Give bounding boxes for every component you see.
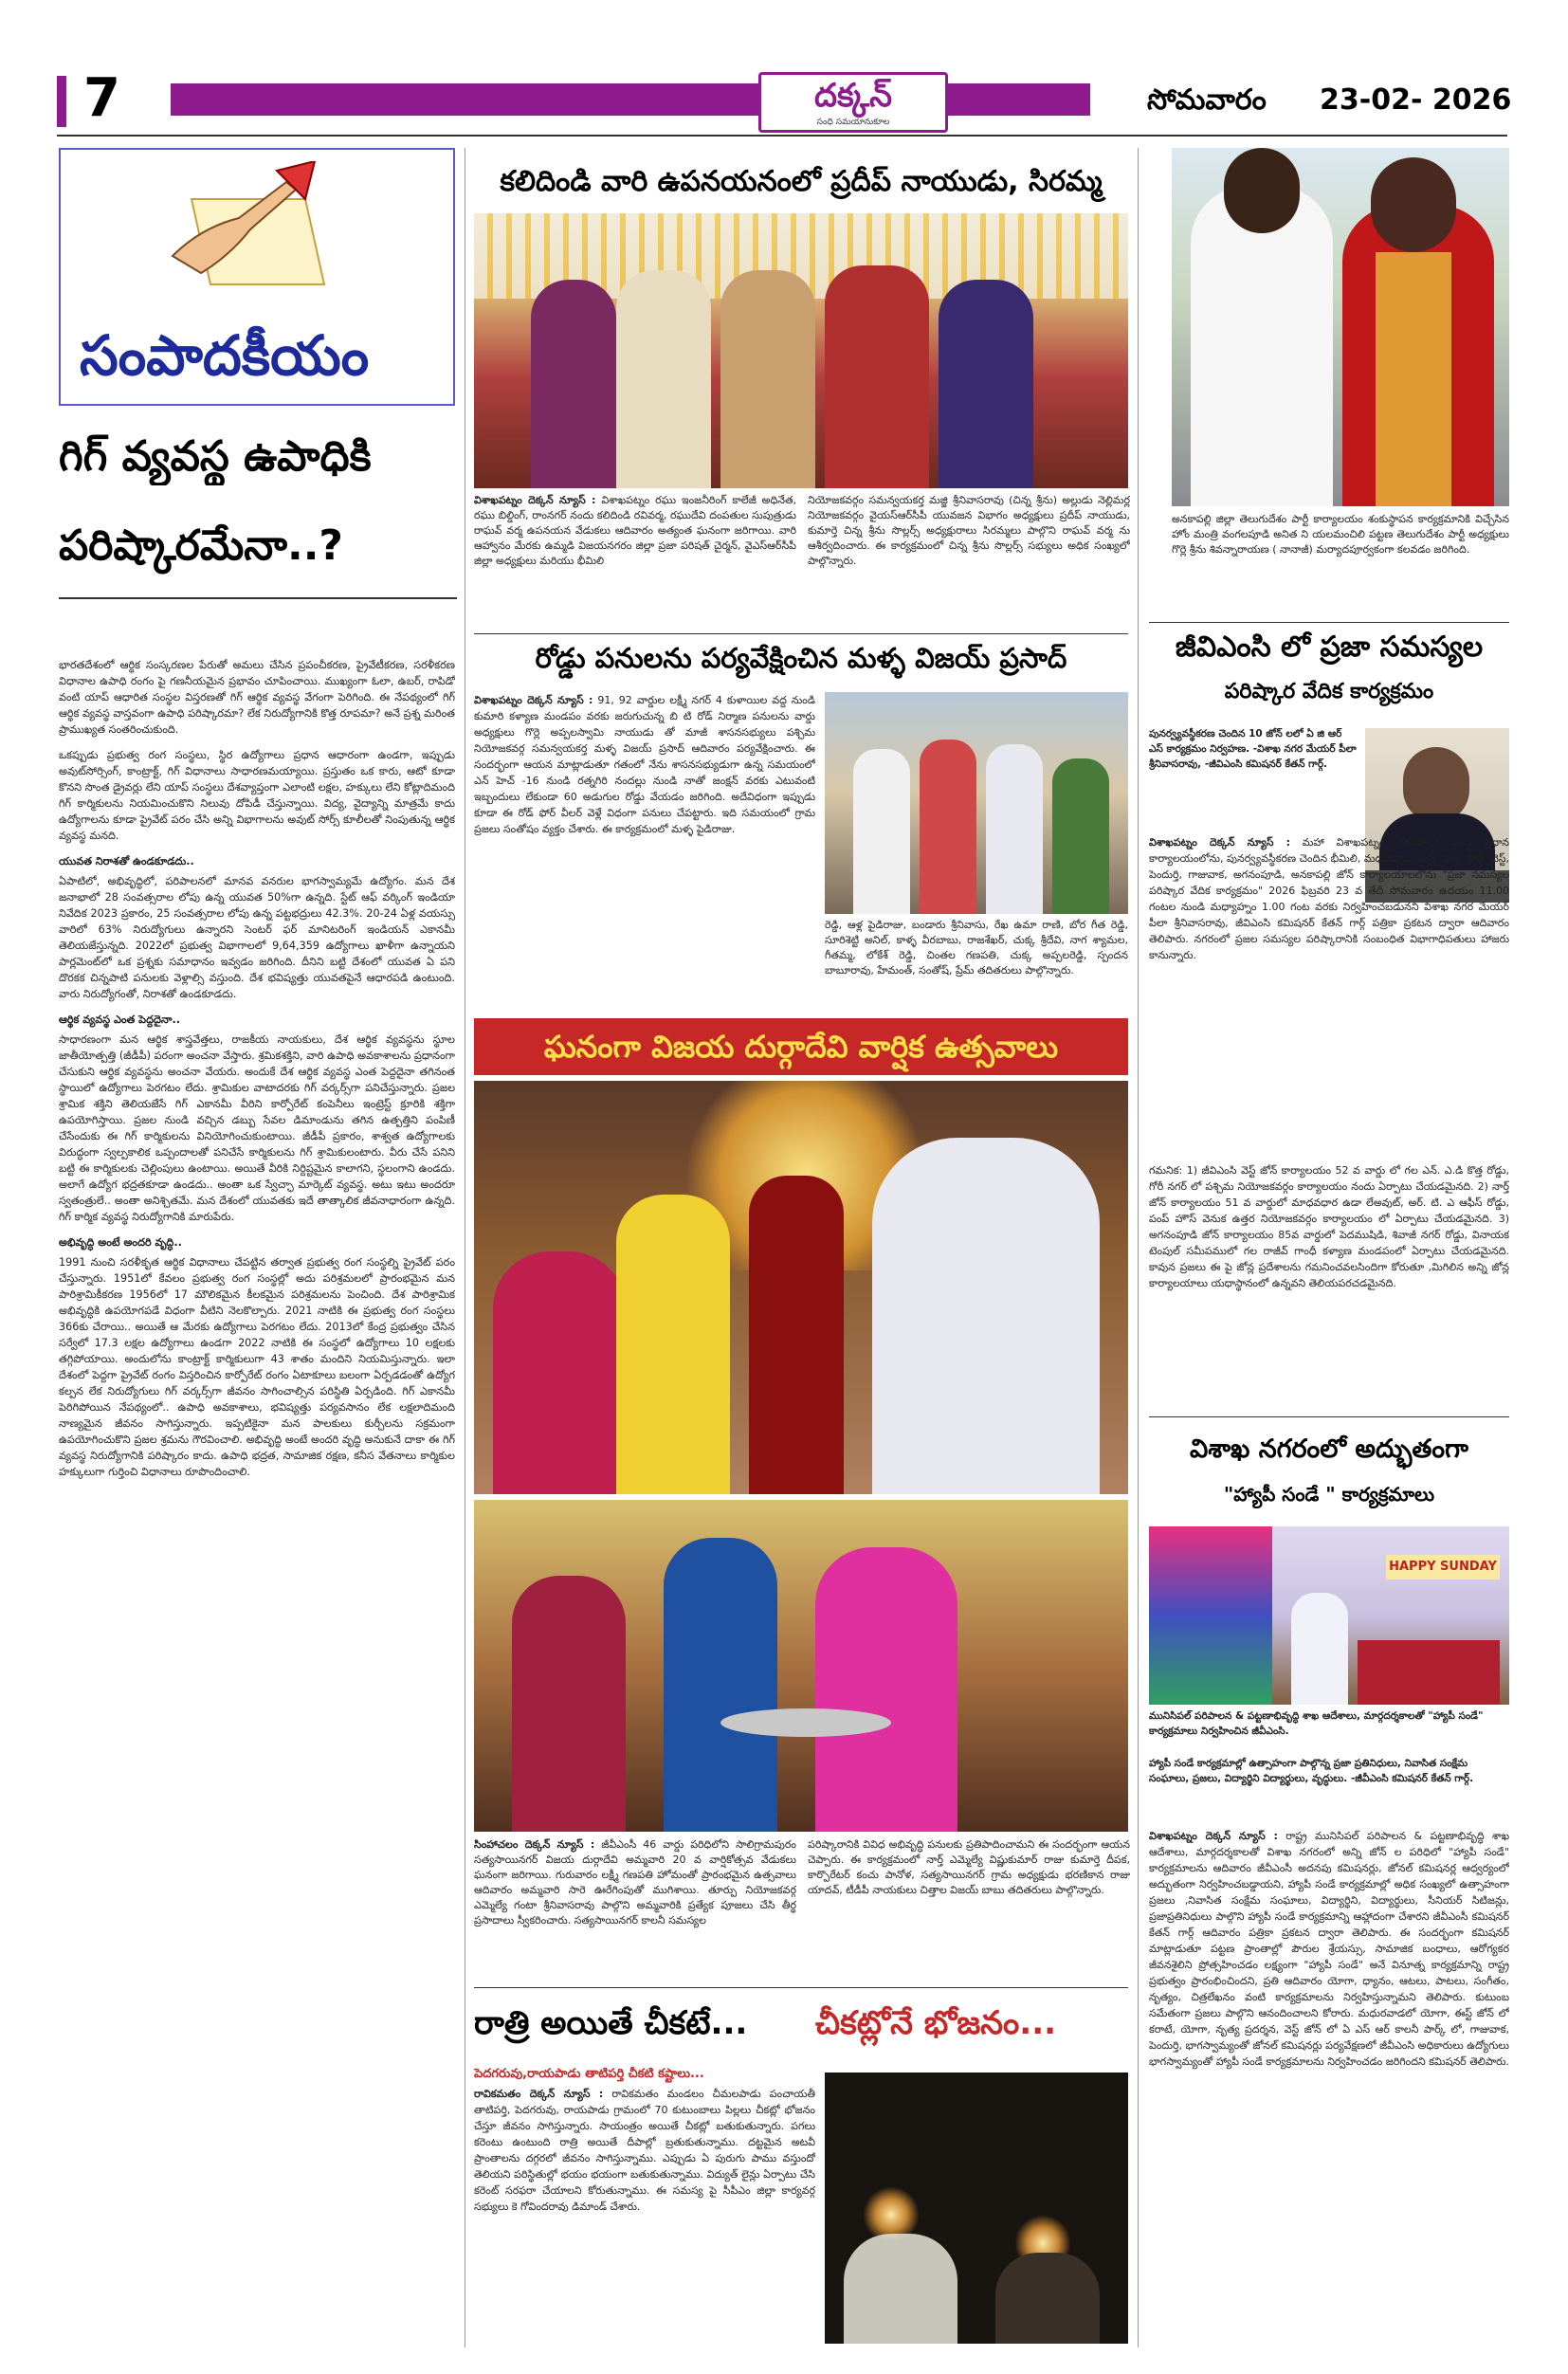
happy-sunday-banner: HAPPY SUNDAY [1386, 1555, 1500, 1580]
pen-hand-icon [163, 161, 343, 303]
editorial-para5: 1991 నుంచి సరళీకృత ఆర్థిక విధానాలు చేపట్టిన తర్వాత ప్రభుత్వ రంగ సంస్థల్ని ప్రైవేట్ పరం చేస్తున్నారు. 1951లో కేవలం ప్రభుత్వ రంగ సంస్థల్లో అదు పరిశ్రమలలో ప్రారంభమైన మన పారిశ్రామికీకరణ 1956లో 17 మౌలికమైన కీలకమైన పరిశ్రమలను పెంచింది. దేశ పారిశ్రామిక అభివృద్ధికి ఉపయోగపడే విధంగా వీటిని నెలకొల్పారు. 2021 నాటికి ఈ ప్రభుత్వ రంగ సంస్థలు 366కు చేరాయి.. అయితే ఆ మేరకు ఉద్యోగాలు పెరగటం లేదు. 2013లో కేంద్ర ప్రభుత్వం చేసిన సర్వేలో 17.3 లక్షల ఉద్యోగాలు ఉండగా 2022 నాటికి ఈ సంస్థలో ఉద్యోగాలు 10 లక్షలకు తగ్గిపోయాయి. అందులోను కాంట్రాక్ట్ కార్మికులుగా 43 శాతం మందిని నియమిస్తున్నారు. ఇలా దేశంలో పెద్దగా ప్రైవేట్ రంగం విస్తరించిన కార్పోరేట్ రంగం ఏటాకూలు బలంగా ఏర్పడడంతో ఉద్యోగ కల్పన లేక నిరుద్యోగులు గిగ్ వర్కర్స్‌గా జీవనం సాగించాల్సిన పరిస్థితి ఏర్పడింది. గిగ్ ఎకానమీ పెరిగిపోయిన నేపథ్యంలో.. ఉపాధి అవకాశాలు, భవిష్యత్తు పర్యవసానం లేక లక్షలాదిమంది నాణ్యమైన జీవనం సాగిస్తున్నారు. ఇప్పటికైనా మన పాలకులు కుర్చీలను సక్రమంగా ఉపయోగించుకొని ప్రజల శ్రమను గౌరవించాలి. అభివృద్ధి అంటే అందరి వృద్ధి అనుకునే దాకా ఈ గిగ్ వ్యవస్థ నిరుద్యోగానికి పరిష్కారం కాదు. ఉపాధి భద్రత, సామాజిక రక్షణ, కనీస వేతనాలు కార్మికుల హక్కులుగా గుర్తించి విధానాలు రూపొందించాలి. [59, 1256, 455, 1478]
happy-sunday-dateline: విశాఖపట్నం దెక్కన్ న్యూస్ : [1149, 1830, 1278, 1842]
column-divider-2 [1138, 148, 1139, 2347]
row-rule-3 [1149, 622, 1509, 623]
roads-photo [825, 692, 1128, 914]
happy-sunday-body: రాష్ట్ర మునిసిపల్ పరిపాలన & పట్టణాభివృద్ధి శాఖ ఆదేశాలు, మార్గదర్శకాలతో విశాఖ నగరంలో అన్ని జోన్ ల పరిధిలో "హ్యాపీ సండే" కార్యక్రమాలను ఆదివారం జీవీఎంసీ అదనపు కమిషనర్లు, జోనల్ కమిషనర్ల ఆధ్వర్యంలో అద్భుతంగా నిర్వహించబడ్డాయని, హ్యాపీ సండే కార్యక్రమాల్లో అధిక సంఖ్యలో ఉత్సాహంగా ప్రజలు ,నివాసిత సంక్షేమ సంఘాలు, విద్యార్థిని, విద్యార్థులు, సీనియర్ సిటిజన్లు, ప్రజాప్రతినిధులు పాల్గొని హ్యాపీ సండే కార్యక్రమాన్ని ఆహ్లాదంగా చేశారని జీవీఎంసీ కమిషనర్ కేతన్ గార్గ్ ఆదివారం పత్రికా ప్రకటన ద్వారా తెలిపారు. ఈ సందర్భంగా కమిషనర్ మాట్లాడుతూ పట్టణ ప్రాంతాల్లో పౌరుల శ్రేయస్సు, సామాజిక బంధాలు, ఆరోగ్యకర జీవనశైలిని ప్రోత్సహించడం లక్ష్యంగా "హ్యాపీ సండే" అనే వినూత్న కార్యక్రమాన్ని రాష్ట్ర ప్రభుత్వం ప్రారంభించిందని, ప్రతి ఆదివారం యోగా, ధ్యానం, ఆటలు, పాటలు, సంగీతం, నృత్యం, చిత్రలేఖనం వంటి కార్యక్రమాలను నిర్వహిస్తున్నామని తెలిపారు. కుటుంబ సమేతంగా ప్రజలు పాల్గొని ఆనందించాలని కోరారు. మధురవాడలో యోగా, ఈస్ట్ జోన్ లో కరాటే, యోగా, నృత్య ప్రదర్శన, వెస్ట్ జోన్ లో ఏ ఎస్ ఆర్ కాలనీ పార్క్ లో, గాజువాక, పెందుర్తి, భాగస్వామ్యంతో జోనల్ కమిషనర్లు పర్యవేక్షణలో జీవీఎంసి అధికారులు ఉద్యోగులు భాగస్వామ్యంతో హ్యాపీ సండే కార్యక్రమాలను నిర్వహించడం జరిగిందని కమిషనర్ తెలిపారు. [1149, 1830, 1509, 2068]
minister-photo [1172, 148, 1509, 506]
editorial-body [59, 657, 455, 2345]
durga-dateline: సింహాచలం దెక్కన్ న్యూస్ : [474, 1838, 595, 1851]
gvmc-dateline: విశాఖపట్నం దెక్కన్ న్యూస్ : [1149, 836, 1290, 849]
darkness-photo [825, 2073, 1128, 2344]
roads-dateline: విశాఖపట్నం దెక్కన్ న్యూస్ : [474, 694, 593, 706]
durga-text [474, 1837, 796, 1980]
durga-headline-band [474, 1018, 1128, 1075]
editorial-sub1: యువత నిరాశతో ఉండకూడదు.. [59, 855, 194, 867]
row-rule-1 [474, 633, 1128, 634]
happy-sunday-bullet-1: మునిసిపల్ పరిపాలన & పట్టణాభివృద్ధి శాఖ ఆదేశాలు, మార్గదర్శకాలతో "హ్యాపీ సండే" కార్యక్రమాలు నిర్వహించిన జీవీఎంసి. [1149, 1710, 1484, 1737]
minister-caption: అనకాపల్లి జిల్లా తెలుగుదేశం పార్టీ కార్యాలయం శంకుస్థాపన కార్యక్రమానికి విచ్చేసిన హోం మంత్రి వంగలపూడి అనిత ని యలమంచిలి పట్టణ తెలుగుదేశం పార్టీ అధ్యక్షులు గొర్లె శ్రీను శివన్నారాయణ ( నానాజీ) మర్యాదపూర్వకంగా కలవడం జరిగింది. [1172, 513, 1509, 556]
editorial-label: సంపాదకీయం [80, 323, 370, 388]
happy-sunday-headline: విశాఖ నగరంలో అద్భుతంగా [1190, 1434, 1468, 1464]
gvmc-notes: గమనిక: 1) జీవిఎంసి వెస్ట్ జోన్ కార్యాలయం 52 వ వార్డు లో గల ఎన్. ఎ.డి కొత్త రోడ్డు, గోరీ నగర్ లో పశ్చిమ నియోజకవర్గం కార్యాలయం నందు ఏర్పాటు చేయడమైనది. 2) నార్త్ జోన్ కార్యాలయం 51 వ వార్డులో మాధవధార ఉడా లేఅవుట్, అర్. టి. ఎ ఆఫీస్ రోడ్డు, పంప్ హౌస్ వెనుక ఉత్తర నియోజకవర్గం కార్యాలయం లో ఏర్పాటు చేయడమైనది. 3) అగనంపూడి జోన్ కార్యాలయం 85వ వార్డులో పెదముషిడి, శివాజీ నగర్ రోడ్డు, వినాయక టెంపుల్ సమీపములో గల రాజీవ్ గాంధీ కళ్యాణ మండపంలో ఏర్పాటు చేయడమైనది. కావున ప్రజలు ఈ పై జోన్ల ప్రదేశాలను గమనించవలసిందిగా కోరుతూ ,మిగిలిన అన్ని జోన్ల కార్యాలయాలు యధాస్థానంలో ఉన్నవని తెలియపరచడమైనది. [1149, 1164, 1509, 1289]
durga-body2: పరిష్కారానికి వివిధ అభివృద్ధి పనులకు ప్రతిపాదించామని ఈ సందర్భంగా ఆయన చెప్పారు. ఈ కార్యక్రమంలో నార్త్ ఎమ్మెల్యే విష్ణుకుమార్ రాజు కుమార్తె దీపక, కార్పొరేటర్ కంచు పానోళ, సత్యసాయినగర్ గ్రామ అధ్యక్షుడు భరణికాన రాజు యాదవ్, టీడీపీ నాయకులు చిత్తాల విజయ్ బాబు తదితరులు పాల్గొన్నారు. [808, 1838, 1130, 1896]
row-rule-2 [474, 1987, 1128, 1988]
darkness-headline-2: చీకట్లోనే భోజనం... [815, 2004, 1057, 2042]
roads-body2: రెడ్డి, ఆళ్ల పైడిరాజు, బండారు శ్రీనివాసు, రేఖ ఉమా రాణి, బోర గీత రెడ్డి, సూరిశెట్టి అనిల్, కాళ్ళ వీరబాబు, రాజశేఖర్, చుక్క శ్రీదేవి, నాగ శ్యామల, గీతమ్మ, లోకేశ్ రెడ్డి, చింతల గణపతి, చుక్క అప్పలరెడ్డి, స్పందన బాబూరావు, హేమంత్, సంతోష్, ప్రేమ్ తదితరులు పాల్గొన్నారు. [825, 919, 1128, 977]
gvmc-subhead: పరిష్కార వేదిక కార్యక్రమం [1224, 680, 1434, 703]
darkness-dateline: రావికమతం దెక్కన్ న్యూస్ : [474, 2088, 604, 2100]
upanayanam-text-right: నియోజకవర్గం సమన్వయకర్త మజ్జి శ్రీనివాసరావు (చిన్న శ్రీను) అల్లుడు నెల్లిమర్ల నియోజకవర్గం వైయస్ఆర్‌సీపీ యువజన విభాగం అధ్యక్షులు ప్రదీప్ నాయుడు, కుమార్తె చిన్న శ్రీను సొల్లర్స్ అధ్యక్షురాలు సిరమ్మలు పాల్గొని రాఘవ్ వర్మ ను ఆశీర్వదించారు. ఈ కార్యక్రమంలో చిన్న శ్రీను సొల్లర్స్ సభ్యులు అధిక సంఖ్యలో పాల్గొన్నారు. [808, 494, 1130, 567]
happy-sunday-subhead: "హ్యాపీ సండే " కార్యక్రమాలు [1223, 1483, 1435, 1506]
darkness-headline-1: రాత్రి అయితే చీకటే... [474, 2004, 748, 2042]
masthead-day: సోమవారం [1147, 83, 1267, 117]
upanayanam-text-left [474, 493, 796, 628]
upanayanam-dateline: విశాఖపట్నం దెక్కన్ న్యూస్ : [474, 494, 596, 506]
editorial-para2: ఒకప్పుడు ప్రభుత్వ రంగ సంస్థలు, స్థిర ఉద్యోగాలు ప్రధాన ఆధారంగా ఉండగా, ఇప్పుడు అవుట్‌సోర్సింగ్, కాంట్రాక్ట్, గిగ్ విధానాలు సాధారణమయ్యాయి. ప్రస్తుతం ఒక కారు, ఆటో కూడా కొనని సొంత డ్రైవర్లు లేని యాప్ సంస్థలు దేశవ్యాప్తంగా ఎలాంటి లక్షల, హక్కులు లేని కోట్లాదిమంది గిగ్ కార్మికులను నియమించుకొని నిలువు దోపిడీ చేస్తున్నాయి. విద్య, వైద్యాన్ని మాత్రమే కాదు ఉద్యోగాలను కూడా ప్రైవేట్ పరం చేసి అన్ని విభాగాలను అవుట్ సోర్స్ కూలీలతో నింపుతున్న ఆర్థిక వ్యవస్థ మనది. [59, 749, 455, 842]
editorial-sub2: ఆర్థిక వ్యవస్థ ఎంత పెద్దదైనా.. [59, 1014, 181, 1026]
durga-headline: ఘనంగా విజయ దుర్గాదేవి వార్షిక ఉత్సవాలు [543, 1029, 1059, 1065]
darkness-body: రావికమతం మండలం చీమలపాడు పంచాయతీ తాటిపర్తి, పెదగరువు, రాయపాడు గ్రామంలో 70 కుటుంబాలు పిల్లలు చీకట్లో భోజనం చేస్తూ జీవనం సాగిస్తున్నారు. సాయంత్రం అయితే చీకట్లో బతుకుతున్నారు. పగలు కరెంటు ఉంటుంది రాత్రి అయితే దీపాల్లో బ్రతుకుతున్నాము. దట్టమైన అటవీ ప్రాంతాలను దగ్గరలో జీవనం సాగిస్తున్నాము. ఎప్పుడు ఏ పురుగు పాము వస్తుందో తెలియని పరిస్థితుల్లో భయం భయంగా బతుకుతున్నాము. విద్యుత్ లైన్లు ఏర్పాటు చేసి కరెంట్ సరఫరా చేయాలని కోరుతున్నాము. ఈ సమస్య పై సీపీఎం జిల్లా కార్యవర్గ సభ్యులు కె గోవిందరావు డిమాండ్ చేశారు. [474, 2088, 815, 2213]
masthead-band [171, 83, 1090, 116]
happy-sunday-text [1149, 1828, 1509, 2347]
editorial-sub3: అభివృద్ధి అంటే అందరి వృద్ధి.. [59, 1236, 182, 1249]
masthead-logo [758, 72, 948, 133]
editorial-rule [59, 597, 457, 599]
upanayanam-photo [474, 213, 1128, 488]
masthead-rule [57, 135, 1507, 137]
masthead-date: 23-02- 2026 [1320, 83, 1512, 117]
upanayanam-headline: కలిదిండి వారి ఉపనయనంలో ప్రదీప్ నాయుడు, సిరమ్మ [500, 165, 1103, 198]
gvmc-text [1149, 834, 1509, 1157]
roads-body: 91, 92 వార్డుల లక్ష్మీ నగర్ 4 కుళాయిల వద్ద నుండి కుమారి కళ్యాణ మండపం వరకు జరుగుచున్న బి టి రోడ్ నిర్మాణ పనులను వార్డు అధ్యక్షులు గొర్లె అప్పలస్వామి నాయుడు తో మాజీ శాసనసభ్యులు పశ్చిమ నియోజకవర్గ సమన్వయకర్త మళ్ళ విజయ్ ప్రసాద్ ఆదివారం పర్యవేక్షించారు. ఈ సందర్భంగా ఆయన మాట్లాడుతూ గతంలో నేను శాసనసభ్యుడుగా ఉన్న సమయంలో ఎన్ హెచ్ -16 నుండి రత్నగిరి నందల్లు నుండి నాతో జంక్షన్ వరకు ఎటువంటి ఇబ్బందులు లేకుండా 60 అడుగుల రోడ్డు వేయడం జరిగింది. అదేవిధంగా ఇప్పుడు కూడా ఈ రోడ్ ఫోర్ వీలర్ వెళ్లే విధంగా పనులు చేపట్టారు. ఇది సమయంలో గ్రామ ప్రజలు సంతోషం వ్యక్తం చేశారు. ఈ కార్యక్రమంలో మళ్ళ పైడిరాజు. [474, 694, 815, 835]
roads-headline: రోడ్డు పనులను పర్యవేక్షించిన మళ్ళ విజయ్ ప్రసాద్ [535, 642, 1067, 674]
page-number-bar [57, 76, 66, 127]
happy-sunday-bullet-2: హ్యాపీ సండే కార్యక్రమాల్లో ఉత్సాహంగా పాల్గొన్న ప్రజా ప్రతినిధులు, నివాసిత సంక్షేమ సంఘాలు, ప్రజలు, విద్యార్థిని విద్యార్థులు, వృద్ధులు. -జీవీఎంసి కమిషనర్ కేతన్ గార్గ్. [1149, 1758, 1474, 1784]
darkness-text [474, 2086, 815, 2342]
darkness-kicker: పెదగరువు,రాయపాడు తాటిపర్తి చీకటి కష్టాలు... [474, 2067, 704, 2081]
editorial-intro: భారతదేశంలో ఆర్థిక సంస్కరణల పేరుతో అమలు చేసిన ప్రపంచీకరణ, ప్రైవేటీకరణ, సరళీకరణ విధానాల ఉపాధి రంగం పై గణనీయమైన ప్రభావం చూపించాయి. ముఖ్యంగా ఓలా, ఉబర్, రాపిడో వంటి యాప్ ఆధారిత సంస్థల విస్తరణతో గిగ్ ఆర్థిక వ్యవస్థ వేగంగా పెరిగింది. ఈ నేపథ్యంలో గిగ్ ఆర్థిక వ్యవస్థ వాస్తవంగా ఉపాధి పరిష్కారమా? లేక నిరుద్యోగానికి కొత్త రూపమా? అనే ప్రశ్న మరింత ప్రాముఖ్యత సంతరించుకుంది. [59, 659, 455, 736]
row-rule-4 [1149, 1416, 1509, 1417]
gvmc-intro: పునర్వ్యవస్థీకరణ చెందిన 10 జోన్ లలో ఏ జి ఆర్ ఎస్ కార్యక్రమం నిర్వహణ. -విశాఖ నగర మేయర్ పీలా శ్రీనివాసరావు, -జీవిఎంసి కమిషనర్ కేతన్ గార్గ్. [1149, 728, 1357, 770]
upanayanam-body-left: విశాఖపట్నం రఘు ఇంజనీరింగ్ కాలేజీ అధినేత, రఘు బిల్డింగ్, రాంనగర్ నందు కలిదిండి రవివర్మ, రఘుదేవి దంపతుల సుపుత్రుడు రాఘవ్ వర్మ ఉపనయన వేడుకలు ఆదివారం అత్యంత ఘనంగా జరిగాయి. వారి ఆహ్వానం మేరకు ఉమ్మడి విజయనగరం జిల్లా ప్రజా పరిషత్ చైర్మన్, వైఎస్ఆర్‌సీపీ జిల్లా అధ్యక్షులు మరియు భీమిలి [474, 494, 796, 567]
logo-text: దక్కన్ [813, 77, 893, 115]
happy-sunday-photo [1149, 1526, 1509, 1705]
durga-photo-bottom [474, 1500, 1128, 1832]
editorial-headline-2: పరిష్కారమేనా..? [59, 521, 343, 570]
gvmc-body: మహా విశాఖపట్నం నగరపాలక సంస్థ ప్రధాన కార్యాలయంలోను, పునర్వ్యవస్థీకరణ చెందిన భీమిలి, మధురవాడ, ఈస్ట్, నార్త్, సౌత్, వెస్ట్, పెందుర్తి, గాజువాక, అగనంపూడి, అనకాపల్లి జోన్ కార్యాలయాలలోను "ప్రజా సమస్యల పరిష్కార వేదిక కార్యక్రమం" 2026 ఫిబ్రవరి 23 వ తేదీ సోమవారం ఉదయం 11.00 గంటల నుండి మధ్యాహ్నం 1.00 గంట వరకు నిర్వహించబడునని విశాఖ నగర మేయర్ పీలా శ్రీనివాసరావు, జీవిఎంసి కమిషనర్ కేతన్ గార్గ్ పత్రికా ప్రకటన ద్వారా ఆదివారం తెలిపారు. నగరంలో ప్రజల సమస్యల పరిష్కారానికి సంబంధిత విభాగాధిపతులు హాజరు కానున్నారు. [1149, 836, 1509, 961]
editorial-para3: ఏపాటిలో, అభివృద్ధిలో, పరిపాలనలో మానవ వనరుల భాగస్వామ్యమే ఉద్యోగం. మన దేశ జనాభాలో 28 సంవత్సరాల లోపు ఉన్న యువత 50%గా ఉన్నది. స్టేట్ ఆఫ్ వర్కింగ్ ఇండియా నివేదిక 2023 ప్రకారం, 25 సంవత్సరాల లోపు ఉన్న పట్టభద్రులు 42.3%. 20-24 ఏళ్ల వయస్సు వారిలో 63% నిరుద్యోగులు ఉన్నారని సెంటర్ ఫర్ మానిటరింగ్ ఇండియన్ ఎకానమీ తెలియజేస్తున్నది. 2022లో ప్రభుత్వ విభాగాలలో 9,64,359 ఉద్యోగాలు ఖాళీగా ఉన్నాయని పార్లమెంట్‌లో ఒక ప్రశ్నకు సమాధానం ఇవ్వడం జరిగింది. దీనిని బట్టి దేశంలో యువత ఏ పని దొరకక చిన్నపాటి పనులకు వెళ్లాల్సి వస్తుంది. దేశ భవిష్యత్తు యువతపైనే ఆధారపడి ఉంటుంది. వారు నిరుద్యోగంతో, నిరాశతో ఉండకూడదు. [59, 875, 455, 1000]
gvmc-headline: జీవిఎంసి లో ప్రజా సమస్యల [1175, 630, 1484, 664]
editorial-para4: సాధారణంగా మన ఆర్థిక శాస్త్రవేత్తలు, రాజకీయ నాయకులు, దేశ ఆర్థిక వ్యవస్థను స్థూల జాతీయోత్పత్తి (జీడీపీ) పరంగా అంచనా వేస్తారు. శ్రమికశక్తిని, వారి ఉపాధి అవకాశాలను ప్రధానంగా చేసుకుని ఆర్థిక వ్యవస్థను అంచనా వేయరు. అందుకే దేశ ఆర్థిక వ్యవస్థ ఎంత పెద్దదైనా తగినంత స్థాయిలో ఉద్యోగాలు పెరగటం లేదు. శ్రామికుల వాటాదరకు గిగ్ వర్కర్స్‌గా పనిచేస్తున్నారు. ప్రజల శ్రామిక శక్తిని తెలియజేసే గిగ్ ఎకానమీ వీరిని కార్పోరేట్ కంపెనీలు ఇంట్రెస్ట్ క్రూరికి శక్తిగా ఉపయోగిస్తాయి. ప్రజల నుండి వచ్చిన డబ్బు సేవల డిమాండును తగిన ఉత్పత్తిని పంపిణీ చేసేందుకు ఈ గిగ్ కార్మికులను వినియోగించుకుంటాయి. జీడీపీ ప్రకారం, శాశ్వత ఉద్యోగాలకు విరుద్ధంగా స్వల్పకాలిక ఒప్పందాలతో పనిచేసే కార్మికులను గిగ్ శ్రామికులంటారు. వీరు చేసే పనిని బట్టి ఈ కార్మికులకు చెల్లింపులు ఉంటాయి. అయితే వీరికి నిర్దిష్టమైన కాలాగని, స్థలంగాని ఉండదు. అలాగే ఉద్యోగ భద్రతకూడా ఉండదు.. అంతా ఒక స్వేచ్ఛా మార్కెట్ వ్యవస్థ. అటు ఇటు అందరూ స్వతంత్రులే.. అంతా అనిశ్చితమే. మన దేశంలో యువతకు ఇదే తాత్కాలిక జీవనాధారంగా ఉన్నది. గిగ్ కార్మిక వ్యవస్థ నిరుద్యోగానికి మారుపేరు. [59, 1033, 455, 1223]
logo-sub: సంధి సమయానుకూల [816, 118, 890, 127]
roads-text [474, 692, 815, 1011]
page-number: 7 [83, 67, 120, 129]
editorial-box [59, 148, 455, 406]
editorial-headline-1: గిగ్ వ్యవస్థ ఉపాధికి [59, 432, 372, 481]
durga-photo-top [474, 1081, 1128, 1494]
durga-body: జీవీఎంసీ 46 వార్డు పరిధిలోని సాలిగ్రామపురం సత్యసాయినగర్ విజయ దుర్గాదేవి అమ్మవారి 20 వ వార్షికోత్సవ వేడుకలు ఘనంగా జరిగాయి. గురువారం లక్ష్మీ గణపతి హోమంతో ప్రారంభమైన ఉత్సవాలు ఆదివారం అమ్మవారి సారె ఊరేగింపుతో ముగిశాయి. తూర్పు నియోజకవర్గ ఎమ్మెల్యే గంటా శ్రీనివాసరావు పాల్గొని అమ్మవారికి ప్రత్యేక పూజలు చేసి తీర్థ ప్రసాదాలు స్వీకరించారు. సత్యసాయినగర్ కాలనీ సమస్యల [474, 1838, 796, 1927]
